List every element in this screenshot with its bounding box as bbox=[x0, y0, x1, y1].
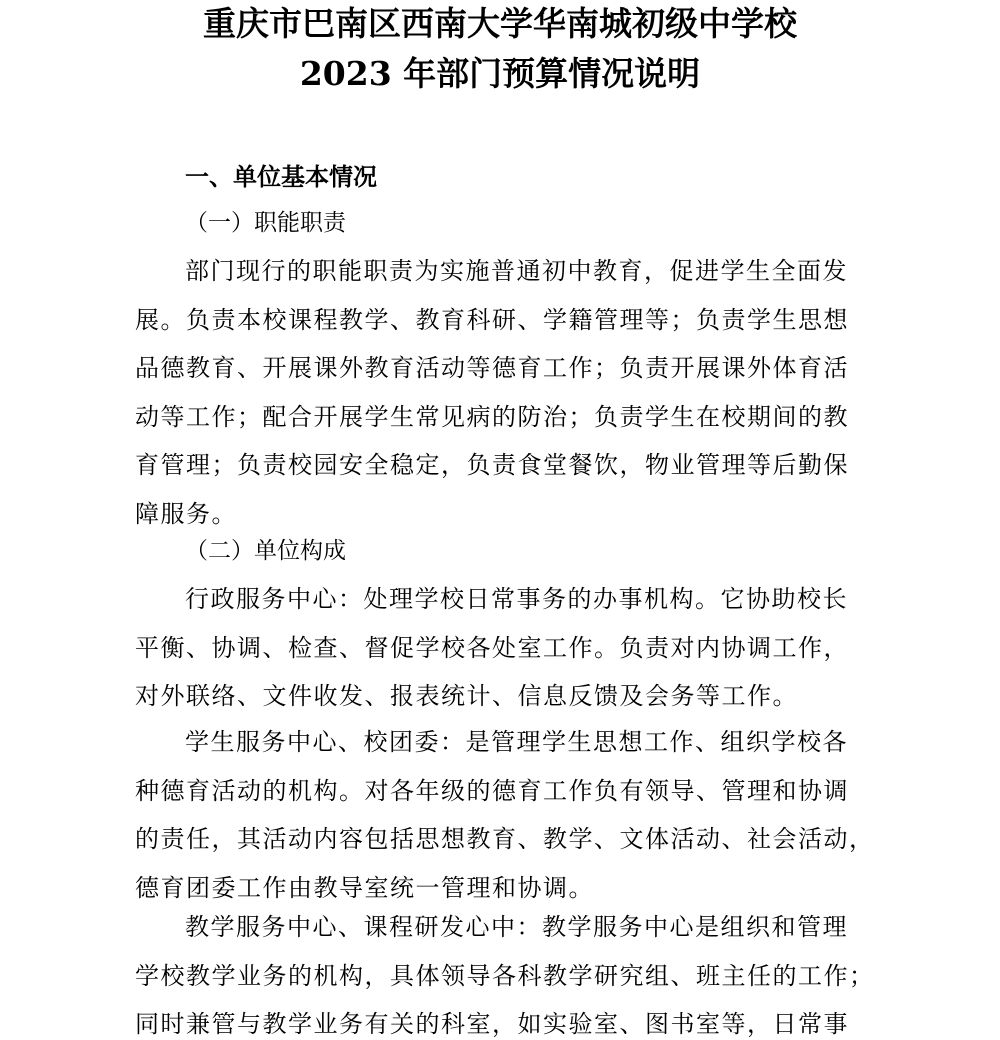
paragraph-line: 的责任，其活动内容包括思想教育、教学、文体活动、社会活动， bbox=[135, 825, 875, 853]
paragraph-line: 动等工作；配合开展学生常见病的防治；负责学生在校期间的教 bbox=[135, 402, 849, 431]
paragraph-line: 种德育活动的机构。对各年级的德育工作负有领导、管理和协调 bbox=[135, 776, 849, 805]
paragraph-admin-center bbox=[135, 575, 855, 721]
document-title-line-2: 2023 年部门预算情况说明 bbox=[299, 54, 701, 93]
subheading-structure: （二）单位构成 bbox=[185, 538, 346, 564]
paragraph-line: 学生服务中心、校团委：是管理学生思想工作、组织学校各 bbox=[185, 728, 848, 756]
paragraph-line: 同时兼管与教学业务有关的科室，如实验室、图书室等，日常事 bbox=[135, 1010, 849, 1038]
subheading-duties: （一）职能职责 bbox=[185, 210, 346, 236]
paragraph-line: 德育团委工作由教导室统一管理和协调。 bbox=[135, 873, 594, 902]
paragraph-line: 展。负责本校课程教学、教育科研、学籍管理等；负责学生思想 bbox=[135, 305, 849, 334]
paragraph-line: 学校教学业务的机构，具体领导各科教学研究组、班主任的工作； bbox=[135, 961, 875, 990]
paragraph-line: 行政服务中心：处理学校日常事务的办事机构。它协助校长 bbox=[185, 585, 848, 613]
paragraph-duties bbox=[135, 247, 855, 538]
document-title-line-1: 重庆市巴南区西南大学华南城初级中学校 bbox=[203, 4, 797, 43]
paragraph-line: 育管理；负责校园安全稳定，负责食堂餐饮，物业管理等后勤保 bbox=[135, 451, 849, 479]
paragraph-student-center bbox=[135, 718, 875, 912]
paragraph-line: 平衡、协调、检查、督促学校各处室工作。负责对内协调工作， bbox=[135, 633, 849, 662]
paragraph-line: 对外联络、文件收发、报表统计、信息反馈及会务等工作。 bbox=[135, 682, 798, 710]
paragraph-line: 障服务。 bbox=[135, 499, 237, 528]
section-heading-basic-info: 一、单位基本情况 bbox=[185, 163, 377, 191]
paragraph-line: 教学服务中心、课程研发心中：教学服务中心是组织和管理 bbox=[185, 913, 848, 941]
paragraph-line: 部门现行的职能职责为实施普通初中教育，促进学生全面发 bbox=[185, 257, 848, 285]
paragraph-teaching-center bbox=[135, 903, 875, 1040]
paragraph-line: 品德教育、开展课外教育活动等德育工作；负责开展课外体育活 bbox=[135, 354, 849, 382]
